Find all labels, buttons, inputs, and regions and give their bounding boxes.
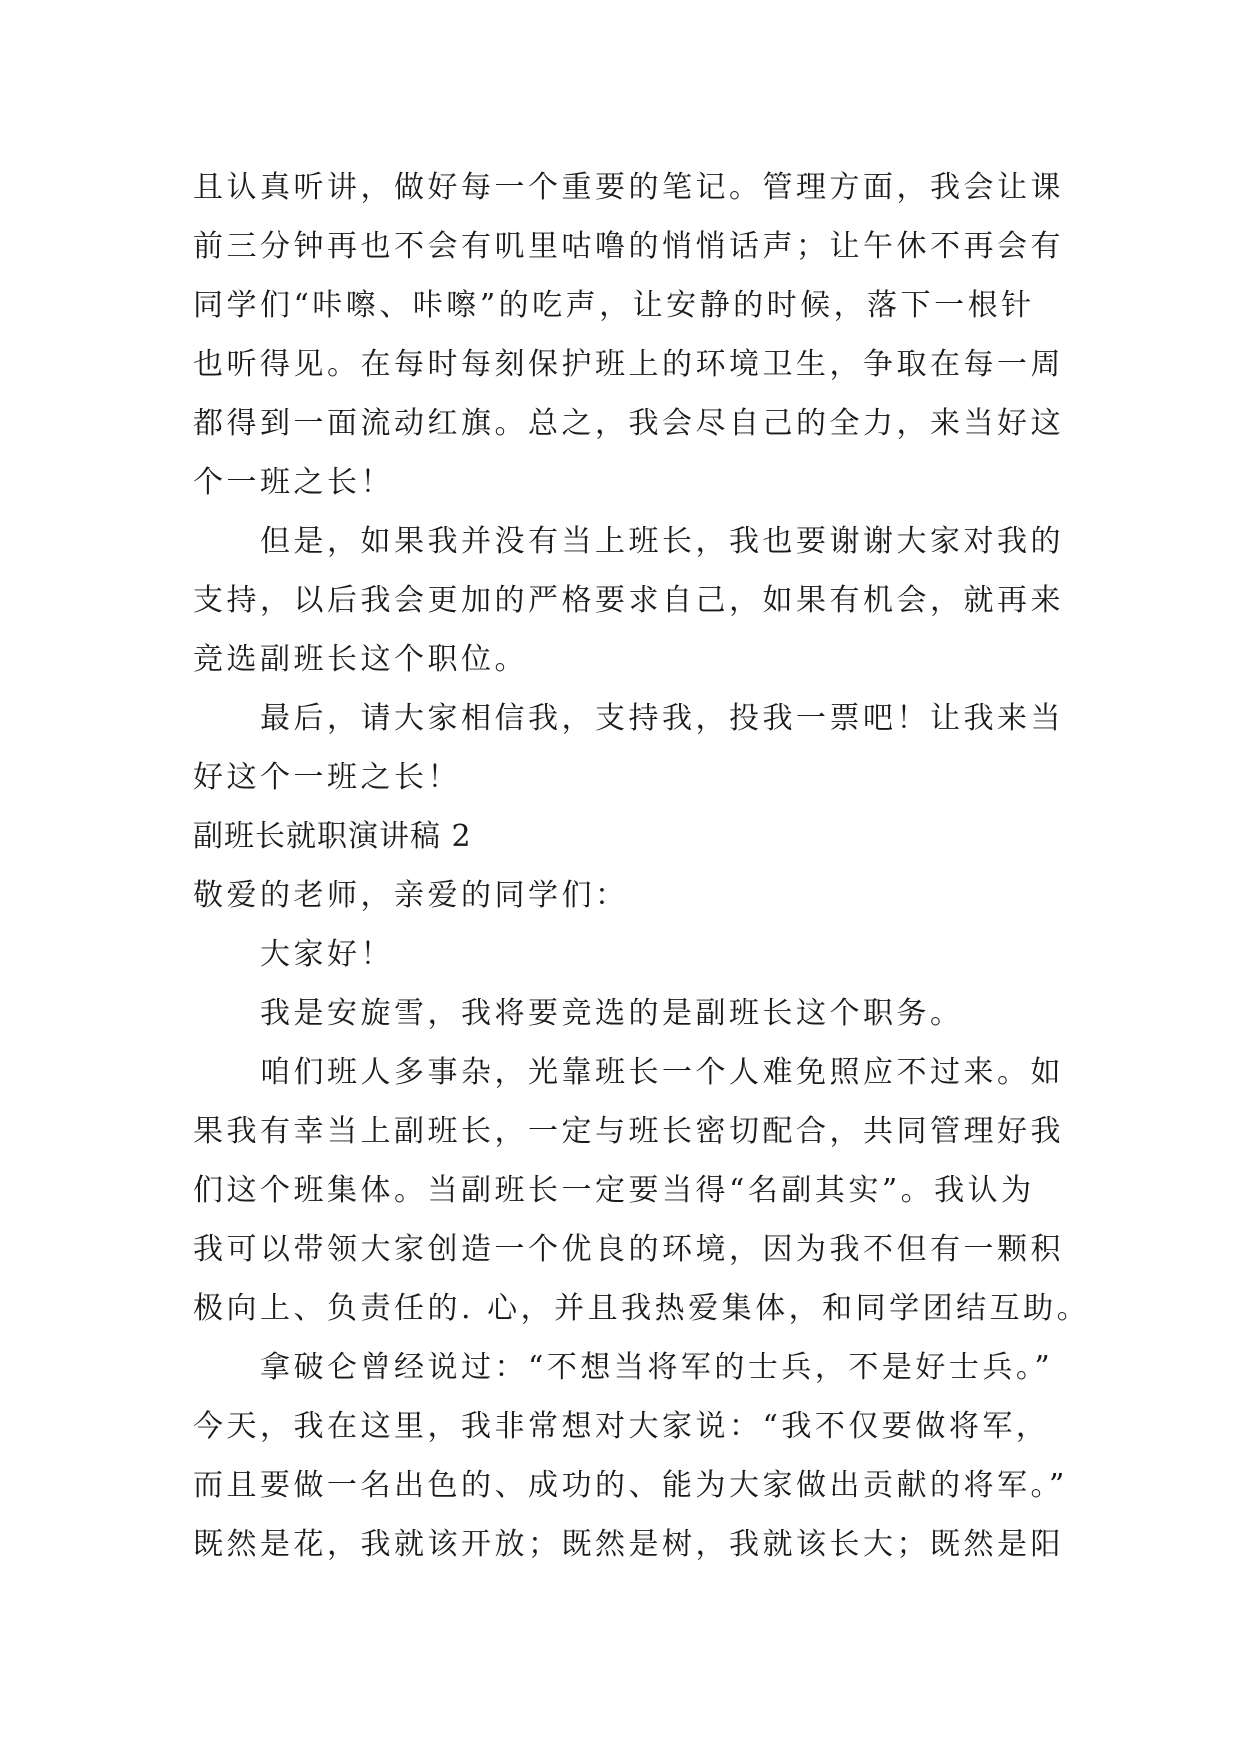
text-line: 而且要做一名出色的、成功的、能为大家做出贡献的将军。” [193, 1468, 1068, 1503]
text-line: 既然是花，我就该开放；既然是树，我就该长大；既然是阳 [193, 1527, 1064, 1562]
text-line: 我可以带领大家创造一个优良的环境，因为我不但有一颗积 [193, 1232, 1064, 1267]
text-line: 们这个班集体。当副班长一定要当得“名副其实”。我认为 [193, 1173, 1035, 1208]
text-line: 也听得见。在每时每刻保护班上的环境卫生，争取在每一周 [193, 347, 1064, 382]
text-line: 前三分钟再也不会有叽里咕噜的悄悄话声；让午休不再会有 [193, 229, 1064, 264]
document-body [193, 158, 1091, 1574]
text-line: 个一班之长！ [193, 465, 394, 500]
section-heading: 副班长就职演讲稿 2 [193, 819, 472, 854]
text-line: 都得到一面流动红旗。总之，我会尽自己的全力，来当好这 [193, 406, 1064, 441]
text-line: 大家好！ [193, 937, 394, 972]
text-line: 且认真听讲，做好每一个重要的笔记。管理方面，我会让课 [193, 170, 1064, 205]
text-line: 但是，如果我并没有当上班长，我也要谢谢大家对我的 [193, 524, 1064, 559]
text-line: 极向上、负责任的. 心，并且我热爱集体，和同学团结互助。 [193, 1291, 1091, 1326]
text-line: 同学们“咔嚓、咔嚓”的吃声，让安静的时候，落下一根针 [193, 288, 1035, 323]
text-line: 果我有幸当上副班长，一定与班长密切配合，共同管理好我 [193, 1114, 1064, 1149]
text-line: 今天，我在这里，我非常想对大家说：“我不仅要做将军， [193, 1409, 1050, 1444]
text-line: 最后，请大家相信我，支持我，投我一票吧！让我来当 [193, 701, 1064, 736]
text-line: 我是安旋雪，我将要竞选的是副班长这个职务。 [193, 996, 964, 1031]
text-line: 敬爱的老师，亲爱的同学们： [193, 878, 629, 913]
text-line: 支持，以后我会更加的严格要求自己，如果有机会，就再来 [193, 583, 1064, 618]
text-line: 竞选副班长这个职位。 [193, 642, 528, 677]
text-line: 拿破仑曾经说过：“不想当将军的士兵，不是好士兵。” [193, 1350, 1054, 1385]
text-line: 咱们班人多事杂，光靠班长一个人难免照应不过来。如 [193, 1055, 1064, 1090]
text-line: 好这个一班之长！ [193, 760, 461, 795]
